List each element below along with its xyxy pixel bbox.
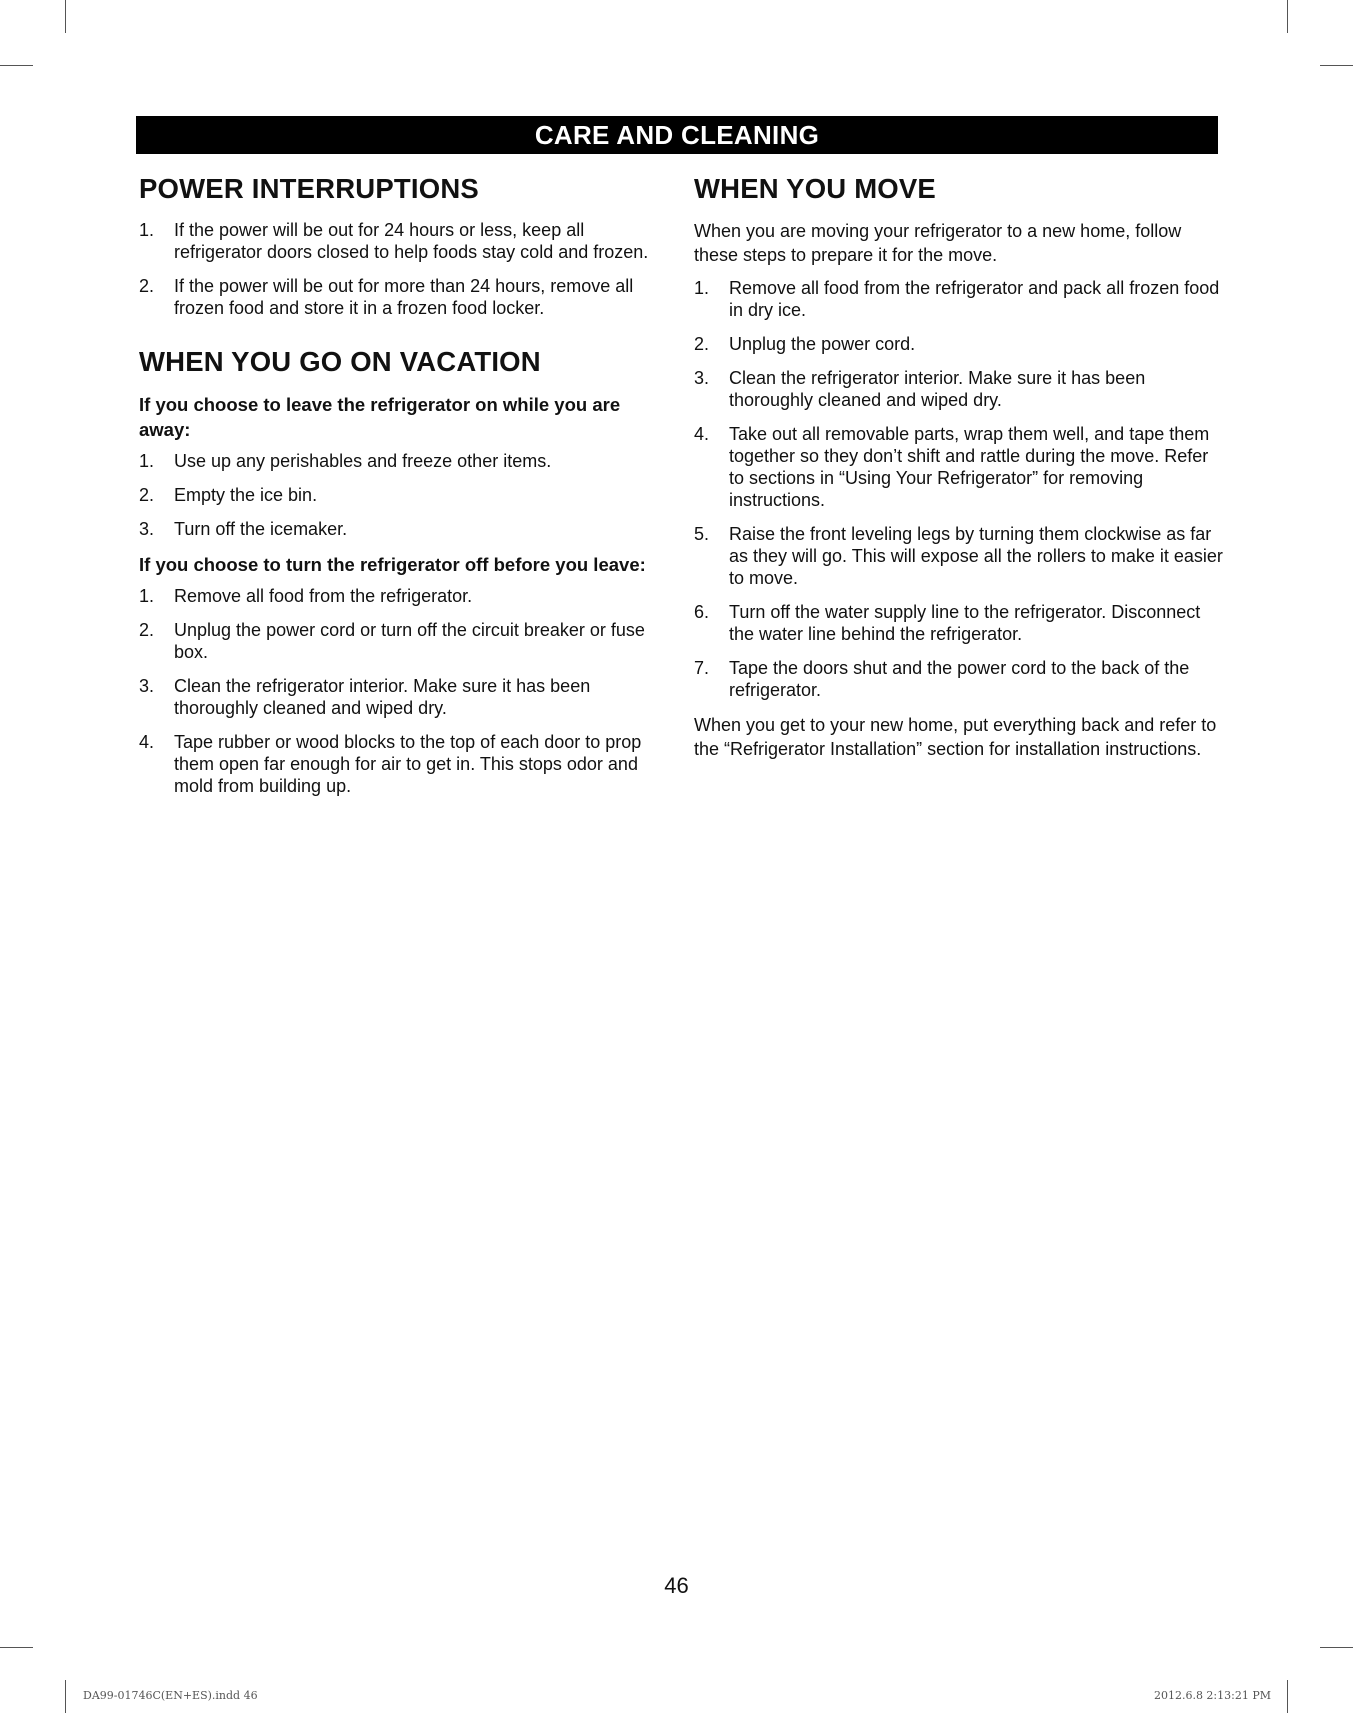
crop-mark-bottom-right-horizontal: [1320, 1647, 1353, 1648]
list-item-number: 1.: [694, 278, 710, 298]
list-item: [139, 518, 663, 540]
list-item-number: 4.: [139, 732, 155, 752]
list-item: [139, 731, 663, 797]
list-item: [139, 275, 663, 319]
list-item: [694, 523, 1224, 589]
list-item: [694, 423, 1224, 511]
list-item-number: 2.: [139, 485, 155, 505]
when-you-move-heading: WHEN YOU MOVE: [694, 173, 936, 204]
when-you-move-intro: When you are moving your refrigerator to a new home, follow these steps to prepare it for the move.: [694, 221, 1182, 265]
footer-file-name: DA99-01746C(EN+ES).indd 46: [83, 1689, 258, 1702]
section-banner: [136, 116, 1218, 154]
crop-mark-top-right-horizontal: [1320, 65, 1353, 66]
list-item-text: Remove all food from the refrigerator and pack all frozen food in dry ice.: [729, 278, 1220, 320]
list-item-text: Unplug the power cord or turn off the circuit breaker or fuse box.: [174, 620, 645, 662]
list-item-number: 3.: [139, 519, 155, 539]
list-item-text: If the power will be out for 24 hours or less, keep all refrigerator doors closed to help foods stay cold and frozen.: [174, 220, 649, 262]
list-item: [139, 450, 663, 472]
list-item-text: Clean the refrigerator interior. Make sure it has been thoroughly cleaned and wiped dry.: [174, 676, 591, 718]
page-number: 46: [664, 1573, 689, 1598]
crop-mark-top-left-vertical: [65, 0, 66, 33]
list-item-number: 2.: [139, 276, 155, 296]
list-item: [139, 484, 663, 506]
list-item-number: 7.: [694, 658, 710, 678]
list-item-text: Take out all removable parts, wrap them well, and tape them together so they don’t shift and rattle during the move. Refer to sections in “Using Your Refrigerator” for removing instructions.: [729, 424, 1210, 510]
list-item: [139, 585, 663, 607]
list-item-text: Empty the ice bin.: [174, 485, 318, 505]
list-item-text: Clean the refrigerator interior. Make sure it has been thoroughly cleaned and wiped dry.: [729, 368, 1146, 410]
list-item-text: Tape rubber or wood blocks to the top of each door to prop them open far enough for air to get in. This stops odor and mold from building up.: [174, 732, 642, 796]
list-item: [139, 619, 663, 663]
list-item-number: 2.: [694, 334, 710, 354]
vacation-leave-on-subheading: If you choose to leave the refrigerator on while you are away:: [139, 394, 621, 440]
right-column: [694, 172, 1224, 771]
list-item: [694, 367, 1224, 411]
crop-mark-top-left-horizontal: [0, 65, 33, 66]
list-item-text: Turn off the water supply line to the refrigerator. Disconnect the water line behind the refrigerator.: [729, 602, 1201, 644]
list-item-number: 5.: [694, 524, 710, 544]
list-item: [139, 219, 663, 263]
list-item-number: 1.: [139, 451, 155, 471]
list-item-text: Tape the doors shut and the power cord to the back of the refrigerator.: [729, 658, 1190, 700]
vacation-leave-on-list: [139, 450, 663, 540]
banner-title: CARE AND CLEANING: [534, 119, 820, 150]
crop-mark-bottom-right-vertical: [1287, 1680, 1288, 1713]
power-interruptions-list: [139, 219, 663, 319]
list-item-text: Remove all food from the refrigerator.: [174, 586, 473, 606]
vacation-turn-off-subheading: If you choose to turn the refrigerator off before you leave:: [139, 554, 646, 575]
list-item: [694, 601, 1224, 645]
list-item-text: Unplug the power cord.: [729, 334, 916, 354]
footer-timestamp: 2012.6.8 2:13:21 PM: [1153, 1689, 1271, 1702]
list-item-text: Use up any perishables and freeze other items.: [174, 451, 552, 471]
list-item-number: 4.: [694, 424, 710, 444]
list-item-number: 1.: [139, 220, 155, 240]
crop-mark-bottom-left-horizontal: [0, 1647, 33, 1648]
list-item: [694, 277, 1224, 321]
list-item-number: 1.: [139, 586, 155, 606]
vacation-turn-off-list: [139, 585, 663, 797]
power-interruptions-heading: POWER INTERRUPTIONS: [139, 173, 479, 204]
list-item: [694, 333, 1224, 355]
list-item-number: 3.: [139, 676, 155, 696]
list-item-text: If the power will be out for more than 24 hours, remove all frozen food and store it in a frozen food locker.: [174, 276, 634, 318]
crop-mark-bottom-left-vertical: [65, 1680, 66, 1713]
left-column: [139, 172, 663, 809]
when-you-move-outro: When you get to your new home, put everything back and refer to the “Refrigerator Installation” section for installation instructions.: [694, 715, 1217, 759]
list-item-text: Turn off the icemaker.: [174, 519, 348, 539]
list-item-number: 2.: [139, 620, 155, 640]
vacation-heading: WHEN YOU GO ON VACATION: [139, 346, 541, 377]
list-item-number: 3.: [694, 368, 710, 388]
list-item-text: Raise the front leveling legs by turning them clockwise as far as they will go. This will expose all the rollers to make it easier to move.: [729, 524, 1223, 588]
crop-mark-top-right-vertical: [1287, 0, 1288, 33]
list-item-number: 6.: [694, 602, 710, 622]
list-item: [694, 657, 1224, 701]
when-you-move-list: [694, 277, 1224, 701]
list-item: [139, 675, 663, 719]
